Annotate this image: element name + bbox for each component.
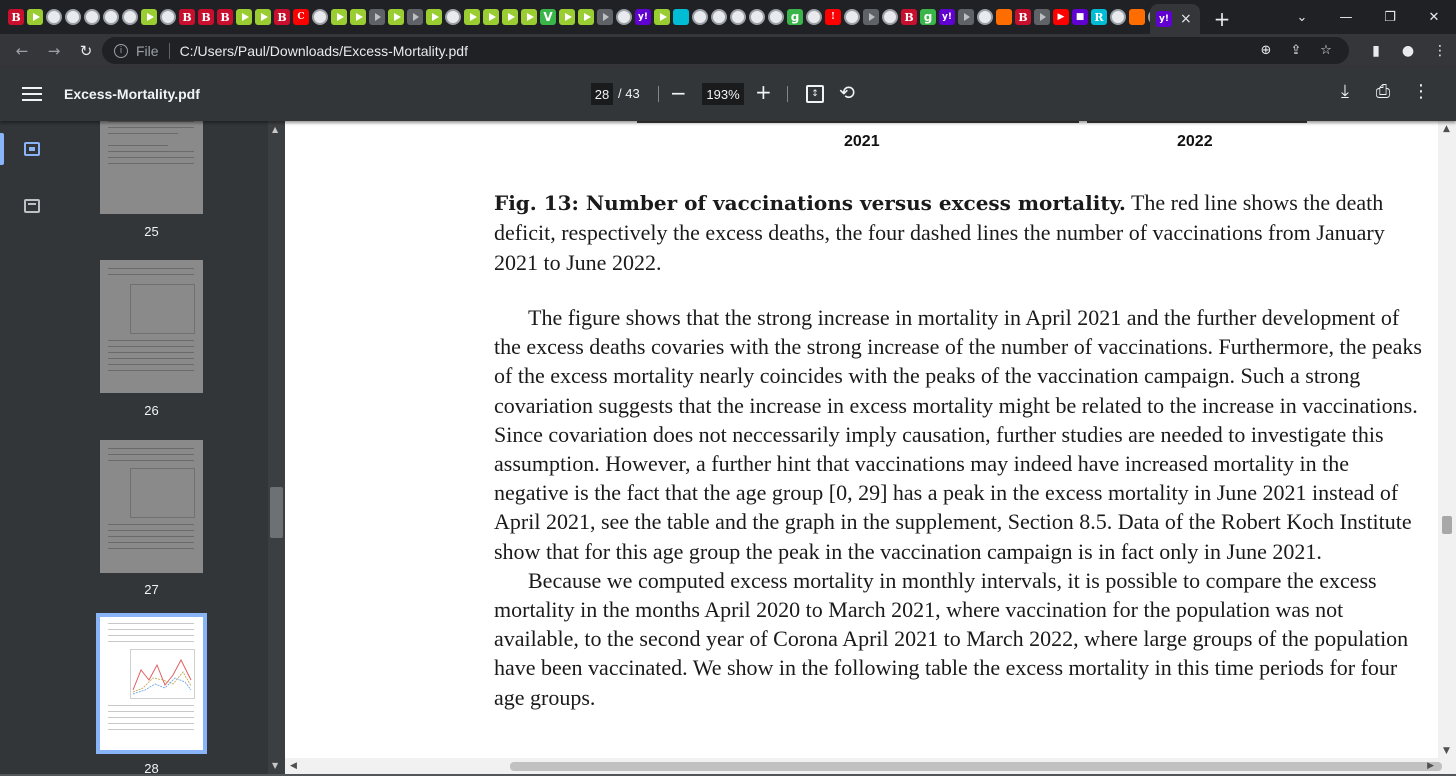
browser-toolbar [0,34,1456,67]
toolbar-divider [787,86,788,102]
tab-favicon[interactable] [141,9,157,25]
tab-favicon[interactable]: C [293,9,309,25]
minimize-icon[interactable]: — [1339,9,1353,25]
hamburger-menu-icon[interactable] [22,84,42,104]
tab-favicon[interactable]: ▶ [1053,9,1069,25]
tab-favicon[interactable]: g [920,9,936,25]
tab-favicon[interactable] [616,9,632,25]
tab-favicon[interactable] [255,9,271,25]
rotate-icon[interactable]: ⟲ [839,82,855,104]
tab-favicon[interactable] [1110,9,1126,25]
tab-favicon[interactable] [464,9,480,25]
document-scrollbar[interactable] [1438,121,1456,758]
scroll-left-arrow-icon[interactable]: ◀ [290,761,297,771]
tab-favicon[interactable] [502,9,518,25]
tab-favicon[interactable] [65,9,81,25]
tab-search-icon[interactable]: ⌄ [1296,9,1308,25]
window-controls [1280,0,1456,34]
tab-favicon[interactable]: B [179,9,195,25]
scheme-label: File [136,42,159,59]
toolbar-divider [658,86,659,102]
tab-favicon[interactable] [768,9,784,25]
tab-favicon[interactable] [597,9,613,25]
scroll-down-arrow-icon[interactable]: ▼ [272,761,279,770]
browser-menu-icon[interactable]: ⋮ [1433,42,1447,59]
omnibox-divider [169,43,170,59]
side-panel-icon[interactable]: ▮ [1372,42,1380,59]
zoom-magnifier-icon[interactable]: ⊕ [1260,43,1272,58]
print-icon[interactable]: ⎙ [1375,81,1391,102]
tab-favicon[interactable] [84,9,100,25]
info-icon[interactable]: i [114,44,128,58]
thumbnail-plot [131,650,194,698]
thumbnail-sidebar [0,121,268,774]
tab-favicon[interactable] [103,9,119,25]
thumbnail-page-label: 26 [144,403,159,418]
profile-avatar-icon[interactable]: ● [1401,42,1415,59]
page-number-input[interactable]: 28 [591,83,613,105]
zoom-in-icon[interactable]: + [755,80,772,104]
tab-favicon[interactable] [711,9,727,25]
tab-favicon[interactable] [312,9,328,25]
pdf-filename: Excess-Mortality.pdf [64,86,200,102]
scroll-down-arrow-icon[interactable]: ▼ [1443,746,1450,756]
share-icon[interactable]: ⇪ [1290,43,1302,58]
reload-icon[interactable]: ↻ [79,41,93,60]
restore-icon[interactable]: ❐ [1384,9,1396,25]
tab-favicon[interactable] [236,9,252,25]
tab-strip [0,0,1456,34]
tab-favicon[interactable]: B [1015,9,1031,25]
tab-favicon[interactable]: y! [939,9,955,25]
horizontal-scroll-thumb[interactable] [510,762,1442,771]
back-arrow-icon[interactable]: ← [15,41,29,60]
tab-favicon[interactable]: B [8,9,24,25]
body-text [494,303,1424,712]
tab-favicon[interactable] [578,9,594,25]
tab-favicon[interactable] [692,9,708,25]
zoom-input[interactable]: 193% [702,83,744,105]
chart-axis-line [1087,121,1307,123]
page-thumbnail-selected[interactable] [96,613,207,754]
tab-favicon[interactable]: g [787,9,803,25]
tab-favicon[interactable] [483,9,499,25]
tab-favicon[interactable]: B [901,9,917,25]
tab-favicon[interactable]: y! [635,9,651,25]
tab-favicon[interactable] [882,9,898,25]
url-text[interactable]: C:/Users/Paul/Downloads/Excess-Mortality.pdf [179,42,468,59]
close-tab-icon[interactable]: × [1180,11,1192,27]
sidebar-scrollbar[interactable] [268,121,285,774]
tab-favicon[interactable] [863,9,879,25]
bookmark-star-icon[interactable]: ☆ [1320,43,1332,58]
address-bar[interactable] [102,37,1349,64]
tab-favicon[interactable]: ! [825,9,841,25]
pinned-tabs [0,0,1170,34]
tab-favicon[interactable]: B [274,9,290,25]
thumbnail-page-label: 27 [144,582,159,597]
thumbnail-page-label: 28 [144,761,159,776]
tab-favicon[interactable] [844,9,860,25]
page-thumbnail[interactable] [100,260,203,393]
tab-favicon[interactable] [445,9,461,25]
tab-favicon[interactable] [559,9,575,25]
tab-favicon[interactable] [369,9,385,25]
page-total: / 43 [618,86,640,101]
tab-favicon[interactable]: V [540,9,556,25]
tab-favicon[interactable]: ■ [1072,9,1088,25]
scroll-up-arrow-icon[interactable]: ▲ [272,125,279,134]
thumbnail-page-label: 25 [144,224,159,239]
tab-favicon[interactable] [1129,9,1145,25]
document-scroll-thumb[interactable] [1442,516,1452,534]
fit-to-page-icon[interactable]: ↕ [806,85,824,103]
scroll-up-arrow-icon[interactable]: ▲ [1443,124,1450,134]
scroll-right-arrow-icon[interactable]: ▶ [1427,761,1434,771]
caption-text: The red line shows the death deficit, respectively the excess deaths, the four dashed lines the number of vaccinations from January 2021 to June 2022. [494,190,1385,275]
tab-favicon[interactable] [27,9,43,25]
tab-favicon[interactable] [654,9,670,25]
tab-favicon[interactable] [730,9,746,25]
chart-axis-line [637,121,1079,123]
tab-favicon[interactable] [977,9,993,25]
pdf-page [285,121,1438,758]
tab-favicon[interactable] [958,9,974,25]
tab-favicon[interactable] [122,9,138,25]
forward-arrow-icon[interactable]: → [47,41,61,60]
zoom-out-icon[interactable]: − [670,81,687,105]
sidebar-scroll-thumb[interactable] [270,487,283,538]
paragraph: Because we computed excess mortality in monthly intervals, it is possible to compare the excess mortality in the months April 2020 to March 2021, where vaccination for the population was not available, to the second year of Corona April 2021 to March 2022, where large groups of the population have been vaccinated. We show in the following table the excess mortality in this time periods for four age groups. [494,567,1409,710]
figure-caption [494,188,1424,277]
tab-favicon[interactable] [521,9,537,25]
tab-favicon[interactable]: B [217,9,233,25]
tab-favicon[interactable] [673,9,689,25]
selected-indicator [0,133,4,165]
page-thumbnail[interactable] [100,440,203,573]
tab-favicon[interactable] [160,9,176,25]
sidebar-rail [0,121,64,774]
close-window-icon[interactable]: ✕ [1428,9,1440,25]
download-icon[interactable]: ⤓ [1341,81,1349,102]
tab-favicon[interactable] [407,9,423,25]
new-tab-button[interactable]: + [1213,7,1231,31]
tab-favicon[interactable] [749,9,765,25]
more-options-icon[interactable]: ⋮ [1412,81,1430,102]
tab-favicon[interactable] [331,9,347,25]
document-outline-icon[interactable] [24,199,40,213]
tab-favicon[interactable] [1034,9,1050,25]
tab-favicon[interactable] [388,9,404,25]
active-tab[interactable] [1150,4,1200,34]
chart-year-label: 2022 [1177,133,1213,150]
tab-favicon[interactable] [46,9,62,25]
tab-favicon[interactable]: R [1091,9,1107,25]
tab-favicon: y! [1156,11,1172,27]
thumbnails-view-icon[interactable] [24,142,40,156]
paragraph: The figure shows that the strong increase in mortality in April 2021 and the further development of the excess deaths covaries with the strong increase of the number of vaccinations. Furthermore, the peaks of the excess mortality nearly coincides with the peaks of the vaccination campaign. Such a strong covariation suggests that the increase in excess mortality might be related to the increase in vaccinations. Since covariation does not neccessarily imply causation, further studies are needed to investigate this assumption. However, a further hint that vaccinations may indeed have increased mortality in the negative is the fact that the age group [0, 29] has a peak in the excess mortality in June 2021 instead of April 2021, see the table and the graph in the supplement, Section 8.5. Data of the Robert Koch Institute show that for this age group the peak in the vaccination campaign is in fact only in June 2021. [494,305,1422,564]
tab-favicon[interactable] [806,9,822,25]
tab-favicon[interactable] [996,9,1012,25]
horizontal-scrollbar[interactable] [285,758,1456,774]
tab-favicon[interactable] [350,9,366,25]
tab-favicon[interactable] [426,9,442,25]
caption-title: Fig. 13: Number of vaccinations versus excess mortality. [494,191,1126,215]
chart-year-label: 2021 [844,133,880,150]
tab-favicon[interactable]: B [198,9,214,25]
pdf-toolbar [0,67,1456,121]
